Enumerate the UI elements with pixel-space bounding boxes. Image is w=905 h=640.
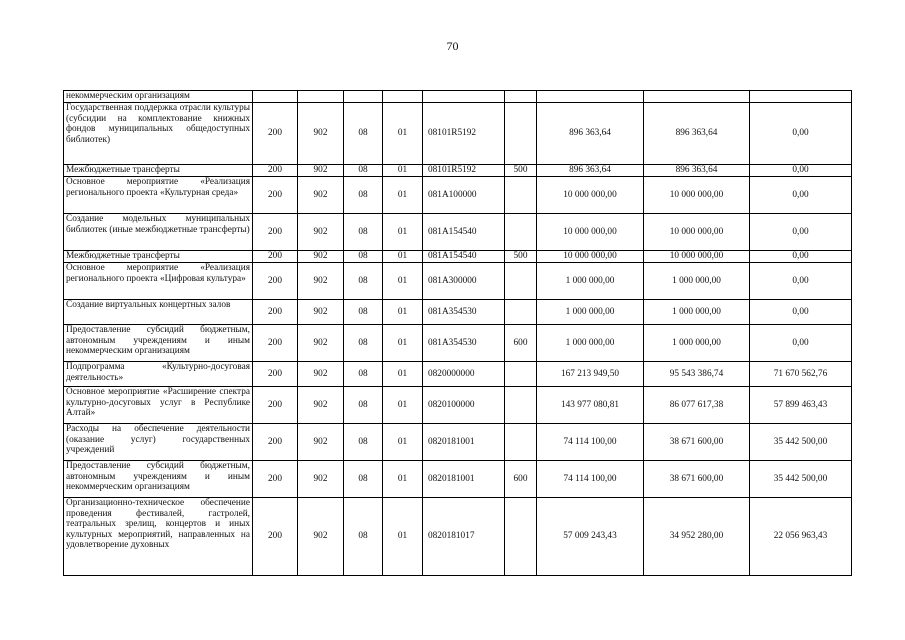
cell-amount-3: [750, 91, 852, 103]
cell-section: [344, 91, 383, 103]
cell-target-article: 0820000000: [423, 362, 505, 387]
cell-amount-2: 10 000 000,00: [644, 177, 750, 214]
cell-ministry-code: 902: [298, 424, 344, 461]
cell-ministry-code: 902: [298, 214, 344, 251]
cell-subsection: 01: [383, 424, 423, 461]
cell-subsection: 01: [383, 387, 423, 424]
cell-amount-2: 896 363,64: [644, 165, 750, 177]
cell-section: 08: [344, 461, 383, 498]
cell-target-article: 081A154540: [423, 214, 505, 251]
table-row: [64, 362, 852, 387]
cell-expense-type: [505, 263, 537, 300]
cell-amount-3: 0,00: [750, 325, 852, 362]
cell-expense-type: 500: [505, 165, 537, 177]
table-row: [64, 461, 852, 498]
cell-admin-code: 200: [253, 325, 298, 362]
cell-amount-1: 10 000 000,00: [537, 214, 644, 251]
table-row: [64, 91, 852, 103]
table-row: [64, 498, 852, 576]
cell-subsection: 01: [383, 177, 423, 214]
cell-expense-type: [505, 177, 537, 214]
cell-section: 08: [344, 214, 383, 251]
cell-subsection: 01: [383, 251, 423, 263]
cell-amount-3: 0,00: [750, 177, 852, 214]
cell-name: Предоставление субсидий бюджетным, автономным учреждениям и иным некоммерческим организациям: [64, 461, 253, 498]
cell-admin-code: 200: [253, 498, 298, 576]
cell-amount-2: 10 000 000,00: [644, 251, 750, 263]
cell-ministry-code: 902: [298, 103, 344, 165]
cell-amount-2: 896 363,64: [644, 103, 750, 165]
table-row: [64, 300, 852, 325]
cell-subsection: 01: [383, 263, 423, 300]
cell-target-article: 08101R5192: [423, 103, 505, 165]
cell-name: Создание модельных муниципальных библиотек (иные межбюджетные трансферты): [64, 214, 253, 251]
cell-subsection: 01: [383, 300, 423, 325]
cell-section: 08: [344, 325, 383, 362]
cell-amount-2: 1 000 000,00: [644, 300, 750, 325]
table-row: [64, 165, 852, 177]
cell-section: 08: [344, 424, 383, 461]
cell-target-article: [423, 91, 505, 103]
cell-expense-type: 600: [505, 461, 537, 498]
table-row: [64, 424, 852, 461]
cell-amount-1: 10 000 000,00: [537, 251, 644, 263]
cell-ministry-code: 902: [298, 461, 344, 498]
cell-expense-type: [505, 387, 537, 424]
cell-expense-type: 500: [505, 251, 537, 263]
cell-section: 08: [344, 103, 383, 165]
cell-section: 08: [344, 263, 383, 300]
table-row: [64, 251, 852, 263]
cell-section: 08: [344, 387, 383, 424]
cell-target-article: 081A154540: [423, 251, 505, 263]
cell-amount-3: 0,00: [750, 251, 852, 263]
cell-amount-2: 10 000 000,00: [644, 214, 750, 251]
cell-amount-3: 0,00: [750, 165, 852, 177]
cell-admin-code: 200: [253, 177, 298, 214]
cell-name: Организационно-техническое обеспечение проведения фестивалей, гастролей, театральных зрелищ, концертов и иных культурных мероприятий, направленных на удовлетворение духовных: [64, 498, 253, 576]
cell-amount-1: 74 114 100,00: [537, 424, 644, 461]
cell-section: 08: [344, 362, 383, 387]
cell-name: Основное мероприятие «Расширение спектра культурно-досуговых услуг в Республике Алтай»: [64, 387, 253, 424]
cell-subsection: 01: [383, 165, 423, 177]
cell-admin-code: 200: [253, 387, 298, 424]
cell-name: Расходы на обеспечение деятельности (оказание услуг) государственных учреждений: [64, 424, 253, 461]
cell-amount-2: 1 000 000,00: [644, 263, 750, 300]
cell-name: Подпрограмма «Культурно-досуговая деятельность»: [64, 362, 253, 387]
cell-amount-1: 896 363,64: [537, 103, 644, 165]
cell-amount-1: 1 000 000,00: [537, 263, 644, 300]
cell-amount-3: 22 056 963,43: [750, 498, 852, 576]
cell-amount-3: 0,00: [750, 214, 852, 251]
cell-subsection: 01: [383, 103, 423, 165]
cell-admin-code: 200: [253, 300, 298, 325]
cell-target-article: 081A100000: [423, 177, 505, 214]
table-row: [64, 387, 852, 424]
cell-section: 08: [344, 498, 383, 576]
cell-target-article: 0820181001: [423, 461, 505, 498]
cell-admin-code: 200: [253, 165, 298, 177]
cell-amount-1: 57 009 243,43: [537, 498, 644, 576]
cell-expense-type: 600: [505, 325, 537, 362]
cell-ministry-code: 902: [298, 300, 344, 325]
table-body: [64, 91, 852, 576]
cell-amount-1: [537, 91, 644, 103]
cell-amount-1: 167 213 949,50: [537, 362, 644, 387]
cell-name: Основное мероприятие «Реализация регионального проекта «Цифровая культура»: [64, 263, 253, 300]
cell-amount-2: 38 671 600,00: [644, 424, 750, 461]
cell-section: 08: [344, 177, 383, 214]
cell-ministry-code: 902: [298, 177, 344, 214]
cell-expense-type: [505, 362, 537, 387]
cell-name: Межбюджетные трансферты: [64, 251, 253, 263]
cell-amount-1: 896 363,64: [537, 165, 644, 177]
cell-admin-code: 200: [253, 103, 298, 165]
cell-subsection: 01: [383, 325, 423, 362]
cell-expense-type: [505, 300, 537, 325]
table-row: [64, 214, 852, 251]
cell-ministry-code: 902: [298, 362, 344, 387]
cell-amount-1: 1 000 000,00: [537, 325, 644, 362]
cell-ministry-code: 902: [298, 263, 344, 300]
cell-ministry-code: [298, 91, 344, 103]
cell-admin-code: [253, 91, 298, 103]
cell-target-article: 0820100000: [423, 387, 505, 424]
cell-amount-2: 1 000 000,00: [644, 325, 750, 362]
cell-amount-3: 57 899 463,43: [750, 387, 852, 424]
cell-target-article: 081A354530: [423, 300, 505, 325]
cell-admin-code: 200: [253, 263, 298, 300]
cell-amount-2: 95 543 386,74: [644, 362, 750, 387]
cell-admin-code: 200: [253, 362, 298, 387]
cell-amount-2: 38 671 600,00: [644, 461, 750, 498]
cell-amount-1: 74 114 100,00: [537, 461, 644, 498]
cell-amount-3: 0,00: [750, 103, 852, 165]
cell-amount-2: 34 952 280,00: [644, 498, 750, 576]
cell-subsection: 01: [383, 461, 423, 498]
cell-target-article: 081A300000: [423, 263, 505, 300]
cell-name: некоммерческим организациям: [64, 91, 253, 103]
cell-subsection: 01: [383, 362, 423, 387]
cell-ministry-code: 902: [298, 387, 344, 424]
table-row: [64, 263, 852, 300]
cell-target-article: 08101R5192: [423, 165, 505, 177]
cell-expense-type: [505, 498, 537, 576]
cell-admin-code: 200: [253, 461, 298, 498]
cell-expense-type: [505, 103, 537, 165]
cell-amount-1: 143 977 080,81: [537, 387, 644, 424]
cell-target-article: 0820181001: [423, 424, 505, 461]
cell-amount-3: 0,00: [750, 263, 852, 300]
cell-section: 08: [344, 251, 383, 263]
cell-amount-2: [644, 91, 750, 103]
cell-amount-3: 35 442 500,00: [750, 461, 852, 498]
cell-ministry-code: 902: [298, 251, 344, 263]
cell-name: Государственная поддержка отрасли культуры (субсидии на комплектование книжных фондов муниципальных общедоступных библиотек): [64, 103, 253, 165]
cell-amount-3: 71 670 562,76: [750, 362, 852, 387]
cell-subsection: 01: [383, 214, 423, 251]
cell-expense-type: [505, 214, 537, 251]
cell-subsection: 01: [383, 498, 423, 576]
cell-amount-3: 35 442 500,00: [750, 424, 852, 461]
cell-amount-1: 10 000 000,00: [537, 177, 644, 214]
cell-section: 08: [344, 165, 383, 177]
budget-table: [63, 90, 852, 576]
cell-amount-2: 86 077 617,38: [644, 387, 750, 424]
cell-name: Создание виртуальных концертных залов: [64, 300, 253, 325]
cell-target-article: 0820181017: [423, 498, 505, 576]
table-row: [64, 103, 852, 165]
cell-amount-3: 0,00: [750, 300, 852, 325]
cell-expense-type: [505, 91, 537, 103]
cell-ministry-code: 902: [298, 498, 344, 576]
cell-ministry-code: 902: [298, 165, 344, 177]
cell-name: Межбюджетные трансферты: [64, 165, 253, 177]
cell-name: Основное мероприятие «Реализация регионального проекта «Культурная среда»: [64, 177, 253, 214]
cell-expense-type: [505, 424, 537, 461]
cell-admin-code: 200: [253, 251, 298, 263]
table-row: [64, 325, 852, 362]
cell-ministry-code: 902: [298, 325, 344, 362]
cell-admin-code: 200: [253, 214, 298, 251]
page-number: 70: [446, 39, 459, 53]
cell-amount-1: 1 000 000,00: [537, 300, 644, 325]
cell-target-article: 081A354530: [423, 325, 505, 362]
cell-section: 08: [344, 300, 383, 325]
table-row: [64, 177, 852, 214]
cell-subsection: [383, 91, 423, 103]
cell-admin-code: 200: [253, 424, 298, 461]
cell-name: Предоставление субсидий бюджетным, автономным учреждениям и иным некоммерческим организациям: [64, 325, 253, 362]
